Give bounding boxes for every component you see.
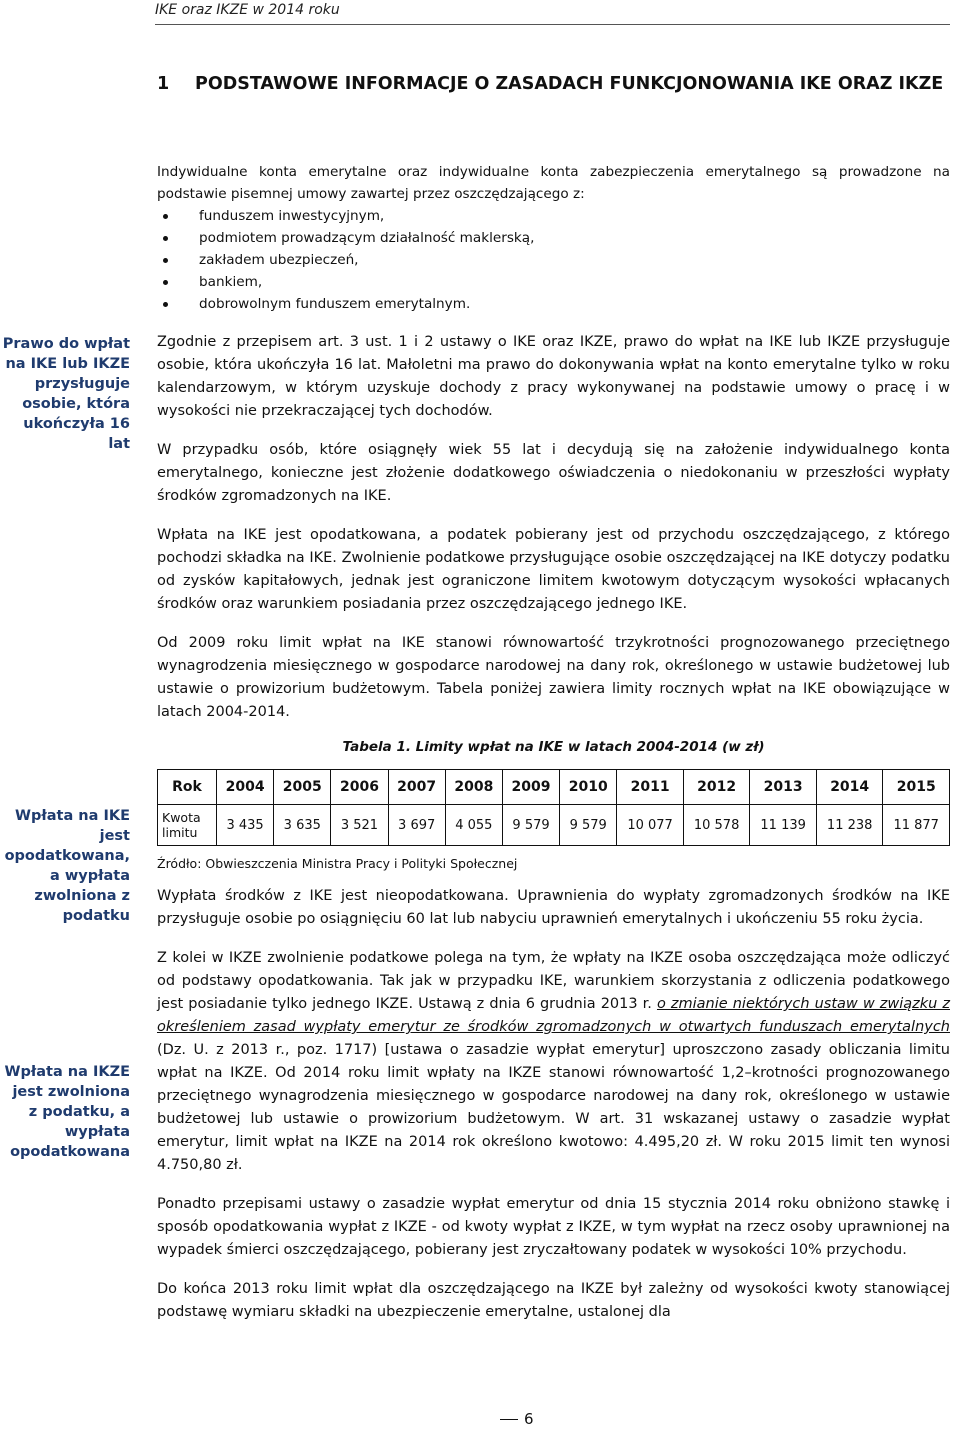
- table-cell: 4 055: [445, 805, 502, 846]
- table-header-cell: 2014: [816, 770, 883, 805]
- table-caption: Tabela 1. Limity wpłat na IKE w latach 2004-2014 (w zł): [342, 739, 765, 755]
- table-header-row: [158, 770, 950, 805]
- paragraph-ike-tax: Wpłata na IKE jest opodatkowana, a podatek pobierany jest od przychodu oszczędzającego, z którego pochodzi składka na IKE. Zwolnienie podatkowe przysługujące osobie oszczędzającej na IKE dotyczy podatku od zysków kapitałowych, jednak jest ograniczone limitem kwotowym dotyczącym wysokości wpłacanych środków oraz warunkiem posiadania przez oszczędzającego jednego IKE.: [157, 527, 950, 612]
- page-number: [500, 1410, 534, 1428]
- table-header-cell: 2008: [445, 770, 502, 805]
- table-cell: 3 521: [331, 805, 388, 846]
- ikze-text-part2: (Dz. U. z 2013 r., poz. 1717) [ustawa o zasadzie wypłat emerytur] uproszczono zasady obliczania limitu wpłat na IKZE. Od 2014 roku limit wpłaty na IKZE stanowi równowartość 1,2–krotności prognozowanego przeciętnego wynagrodzenia miesięcznego w gospodarce narodowej na dany rok, określonego w ustawie budżetowej lub ustawie o prowizorium budżetowym. W art. 31 wskazanej ustawy o zasadzie wypłat emerytur, limit wpłat na IKZE na 2014 rok określono kwotowo: 4.495,20 zł. W roku 2015 limit ten wynosi 4.750,80 zł.: [157, 1042, 950, 1173]
- section-heading: [157, 64, 950, 104]
- list-item: zakładem ubezpieczeń,: [157, 249, 950, 271]
- margin-note-ikze-tax: Wpłata na IKZE jest zwolniona z podatku, a wypłata opodatkowana: [4, 1064, 130, 1160]
- limits-table: [157, 769, 950, 846]
- table-cell: 3 697: [388, 805, 445, 846]
- ikze-text-part1: Z kolei w IKZE zwolnienie podatkowe polega na tym, że wpłaty na IKZE osoba oszczędzająca może odliczyć od podstawy opodatkowania. Tak jak w przypadku IKE, warunkiem skorzystania z odliczenia podatkowego jest posiadanie tylko jednego IKZE. Ustawą z dnia 6 grudnia 2013 r.: [157, 950, 950, 1012]
- table-cell: 9 579: [502, 805, 559, 846]
- margin-note-eligibility: Prawo do wpłat na IKE lub IKZE przysługuje osobie, która ukończyła 16 lat: [2, 336, 130, 452]
- table-header-cell: 2010: [560, 770, 617, 805]
- table-source: Źródło: Obwieszczenia Ministra Pracy i Polityki Społecznej: [157, 856, 518, 871]
- table-header-cell: 2006: [331, 770, 388, 805]
- table-header-cell: 2009: [502, 770, 559, 805]
- table-header-cell: 2007: [388, 770, 445, 805]
- provider-list: [157, 205, 950, 315]
- paragraph-ikze: [157, 947, 950, 1177]
- table-header-cell: 2005: [274, 770, 331, 805]
- list-item: funduszem inwestycyjnym,: [157, 205, 950, 227]
- table-cell: 10 077: [617, 805, 684, 846]
- paragraph-eligibility: Zgodnie z przepisem art. 3 ust. 1 i 2 ustawy o IKE oraz IKZE, prawo do wpłat na IKE lub IKZE przysługuje osobie, która ukończyła 16 lat. Małoletni ma prawo do dokonywania wpłat na konto emerytalne tylko w roku kalendarzowym, w którym uzyskuje dochody z pracy wykonywanej na podstawie umowy o pracę i w wysokości nie przekraczającej tych dochodów.: [157, 334, 950, 419]
- list-item: podmiotem prowadzącym działalność maklerską,: [157, 227, 950, 249]
- table-cell: 11 877: [883, 805, 950, 846]
- page-number-dash: [500, 1419, 518, 1420]
- paragraph-ikze-limit-history: Do końca 2013 roku limit wpłat dla oszczędzającego na IKZE był zależny od wysokości kwoty stanowiącej podstawę wymiaru składki na ubezpieczenie emerytalne, ustalonej dla: [157, 1281, 950, 1320]
- table-header-cell: 2015: [883, 770, 950, 805]
- table-cell: 10 578: [683, 805, 750, 846]
- running-header: IKE oraz IKZE w 2014 roku: [155, 2, 340, 18]
- act-title: o zmianie niektórych ustaw w związku z określeniem zasad wypłaty emerytur ze środków zgromadzonych w otwartych funduszach emerytalnych: [157, 996, 950, 1035]
- paragraph-ikze-withdrawal-tax: Ponadto przepisami ustawy o zasadzie wypłat emerytur od dnia 15 stycznia 2014 roku obniżono stawkę i sposób opodatkowania wypłat z IKZE - od kwoty wypłat z IKZE, w tym wypłat na rzecz osoby uprawnionej na wypadek śmierci oszczędzającego, pobierany jest zryczałtowany podatek w wysokości 10% przychodu.: [157, 1196, 950, 1258]
- table-header-cell: 2011: [617, 770, 684, 805]
- section-number: 1: [157, 74, 170, 94]
- table-cell: 3 635: [274, 805, 331, 846]
- table-header-cell: 2004: [217, 770, 274, 805]
- intro-paragraph: Indywidualne konta emerytalne oraz indywidualne konta zabezpieczenia emerytalnego są prowadzone na podstawie pisemnej umowy zawartej przez oszczędzającego z:: [157, 164, 950, 202]
- table-cell: 9 579: [560, 805, 617, 846]
- page-number-text: 6: [524, 1410, 534, 1428]
- margin-note-ike-tax: Wpłata na IKE jest opodatkowana, a wypłata zwolniona z podatku: [4, 808, 130, 924]
- table-row-label: Kwota limitu: [158, 805, 217, 846]
- table-cell: 11 139: [750, 805, 817, 846]
- table-cell: 11 238: [816, 805, 883, 846]
- table-row: [158, 805, 950, 846]
- table-header-cell: Rok: [158, 770, 217, 805]
- table-header-cell: 2013: [750, 770, 817, 805]
- table-header-cell: 2012: [683, 770, 750, 805]
- table-cell: 3 435: [217, 805, 274, 846]
- list-item: bankiem,: [157, 271, 950, 293]
- list-item: dobrowolnym funduszem emerytalnym.: [157, 293, 950, 315]
- paragraph-ike-limit: Od 2009 roku limit wpłat na IKE stanowi równowartość trzykrotności prognozowanego przeciętnego wynagrodzenia miesięcznego w gospodarce narodowej na dany rok, określonego w ustawie budżetowej lub ustawie o prowizorium budżetowym. Tabela poniżej zawiera limity rocznych wpłat na IKE obowiązujące w latach 2004-2014.: [157, 635, 950, 720]
- paragraph-age-55: W przypadku osób, które osiągnęły wiek 55 lat i decydują się na założenie indywidualnego konta emerytalnego, konieczne jest złożenie dodatkowego oświadczenia o niedokonaniu w przeszłości wypłaty środków zgromadzonych na IKE.: [157, 442, 950, 504]
- header-rule: [155, 24, 950, 25]
- section-title: PODSTAWOWE INFORMACJE O ZASADACH FUNKCJONOWANIA IKE ORAZ IKZE: [195, 74, 944, 94]
- paragraph-ike-withdrawal: Wypłata środków z IKE jest nieopodatkowana. Uprawnienia do wypłaty zgromadzonych środków na IKE przysługuje osobie po osiągnięciu 60 lat lub nabyciu uprawnień emerytalnych i ukończeniu 55 roku życia.: [157, 888, 950, 927]
- main-content: [157, 161, 950, 1324]
